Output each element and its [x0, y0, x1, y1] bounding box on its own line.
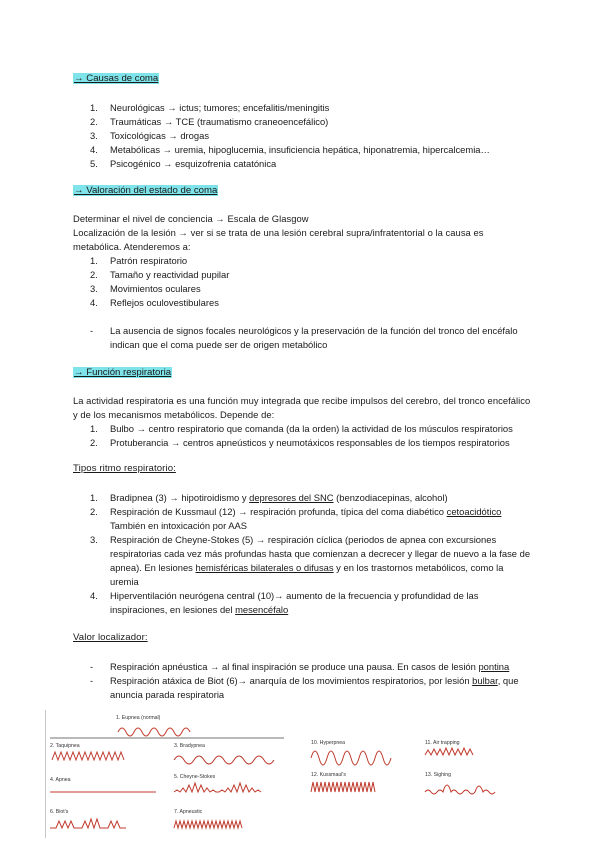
wave-hyperpnea: [311, 751, 391, 765]
list-item: 4. Metabólicas → uremia, hipoglucemia, insuficiencia hepática, hiponatremia, hipercalcemia…: [90, 144, 490, 155]
heading-valoracion: [73, 185, 218, 196]
heading-text: → Causas de coma: [74, 73, 159, 84]
list-item: 2. Tamaño y reactividad pupilar: [90, 269, 230, 280]
tipos-list: [73, 491, 573, 617]
wave-apneustic: [174, 821, 242, 828]
wave-eupnea: [118, 728, 190, 736]
wave-cheyne-stokes: [174, 783, 261, 792]
label-eupnea: 1. Eupnea (normal): [116, 715, 161, 721]
heading-funcion-respiratoria: [73, 367, 172, 378]
wave-air-trapping: [425, 748, 473, 755]
list-item: - La ausencia de signos focales neurológicos y la preservación de la función del tronco del encéfalo indican que el coma puede ser de origen metabólico: [90, 325, 518, 350]
funcion-list: [73, 422, 573, 450]
list-item: 1. Patrón respiratorio: [90, 255, 188, 266]
wave-biot: [50, 819, 126, 828]
funcion-paragraph: La actividad respiratoria es una función muy integrada que recibe impulsos del cerebro, del tronco encefálico y de los mecanismos metabólicos. Depende de:: [73, 395, 531, 420]
list-item: 1. Neurológicas → ictus; tumores; encefalitis/meningitis: [90, 102, 330, 113]
list-item: 4. Hiperventilación neurógena central (10)→ aumento de la frecuencia y profundidad de las inspiraciones, en lesiones del mesencéfalo: [90, 590, 479, 615]
list-item: 3. Movimientos oculares: [90, 283, 201, 294]
list-item: 2. Respiración de Kussmaul (12) → respiración profunda, típica del coma diabético cetoacidótico También en intoxicación por AAS: [90, 506, 502, 531]
heading-text: → Función respiratoria: [74, 367, 172, 378]
wave-taquipnea: [52, 752, 124, 760]
list-item: 4. Reflejos oculovestibulares: [90, 297, 219, 308]
valor-list: [73, 660, 583, 702]
heading-valor-localizador: Valor localizador:: [73, 632, 148, 643]
list-item: 3. Toxicológicas → drogas: [90, 130, 210, 141]
label-kussmaul: 12. Kussmaul's: [311, 772, 347, 778]
heading-causas-de-coma: [73, 73, 159, 84]
list-item: - Respiración atáxica de Biot (6)→ anarquía de los movimientos respiratorios, por lesión bulbar, que anuncia parada respiratoria: [90, 675, 519, 700]
label-apnea: 4. Apnea: [50, 777, 71, 783]
list-item: 1. Bradipnea (3) → hipotiroidismo y depresores del SNC (benzodiacepinas, alcohol): [90, 492, 448, 503]
heading-text: → Valoración del estado de coma: [74, 185, 218, 196]
causas-list: [73, 101, 573, 171]
wave-sighing: [425, 785, 495, 794]
label-air-trapping: 11. Air trapping: [425, 740, 460, 746]
label-taquipnea: 2. Taquipnea: [50, 743, 80, 749]
list-item: - Respiración apnéustica → al final inspiración se produce una pausa. En casos de lesión pontina: [90, 661, 510, 672]
list-item: 5. Psicogénico → esquizofrenia catatónica: [90, 158, 277, 169]
list-item: 2. Protuberancia → centros apneústicos y neumotáxicos responsables de los tiempos respiratorios: [90, 437, 510, 448]
heading-tipos-ritmo: Tipos ritmo respiratorio:: [73, 463, 176, 474]
breathing-patterns-figure-left: [45, 710, 291, 838]
breathing-patterns-figure-right: [307, 732, 512, 800]
wave-bradipnea: [174, 756, 274, 764]
breathing-patterns-svg-right: [307, 732, 512, 800]
valoracion-note: [73, 324, 573, 352]
wave-kussmaul: [311, 782, 375, 792]
list-item: 3. Respiración de Cheyne-Stokes (5) → respiración cíclica (periodos de apnea con excursiones respiratorias cada vez más profundas hasta que comienzan a decrecer y llegar de nuevo a la fase de apnea). En lesiones hemisféricas bilaterales o difusas y en los trastornos metabólicos, como la uremia: [90, 534, 531, 587]
label-bradipnea: 3. Bradypnea: [174, 743, 205, 749]
list-item: 1. Bulbo → centro respiratorio que comanda (da la orden) la actividad de los músculos respiratorios: [90, 423, 513, 434]
breathing-patterns-svg-left: [46, 710, 291, 838]
label-hyperpnea: 10. Hyperpnea: [311, 740, 346, 746]
label-sighing: 13. Sighing: [425, 772, 451, 778]
valoracion-list: [73, 254, 573, 310]
label-biot: 6. Biot's: [50, 809, 69, 815]
label-cheyne-stokes: 5. Cheyne-Stokes: [174, 774, 216, 780]
list-item: 2. Traumáticas → TCE (traumatismo craneoencefálico): [90, 116, 329, 127]
label-apneustic: 7. Apneustic: [174, 809, 203, 815]
valoracion-paragraph: Determinar el nivel de conciencia → Escala de Glasgow Localización de la lesión → ver si se trata de una lesión cerebral supra/infratentorial o la causa es metabólica. Atenderemos a:: [73, 213, 484, 252]
